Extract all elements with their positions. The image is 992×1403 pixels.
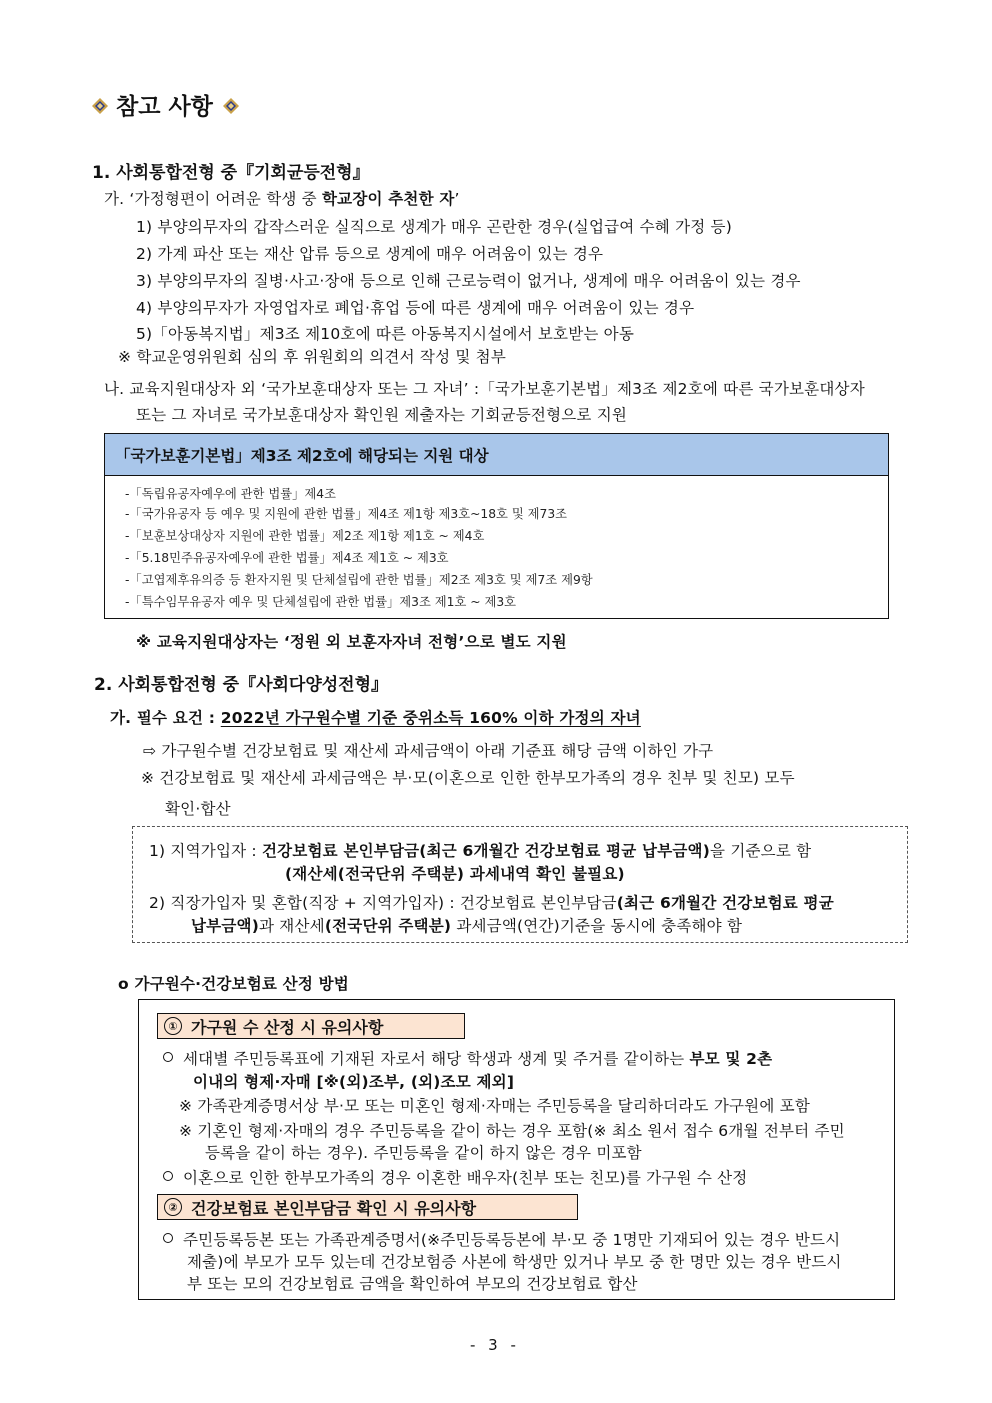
criteria-row-2-cont [191, 914, 742, 936]
list-item: -「국가유공자 등 예우 및 지원에 관한 법률」제4조 제1항 제3호~18호 및 제73조 [125, 507, 568, 521]
criteria-row-1 [149, 839, 811, 861]
page-title [92, 88, 237, 121]
circle-bullet-icon [163, 1233, 173, 1243]
circled-number: ② [164, 1198, 182, 1216]
bullet-item-cont: 이내의 형제·자매 [※(외)조부, (외)조모 제외] [193, 1073, 515, 1091]
circle-bullet-icon [163, 1171, 173, 1181]
required-condition [110, 706, 641, 728]
circle-bullet-icon [163, 1052, 173, 1062]
text: 과 재산세 [258, 917, 325, 935]
note: ※ 학교운영위원회 심의 후 위원회의 의견서 작성 및 첨부 [118, 348, 507, 366]
text: 가. ‘가정형편이 어려운 학생 중 [104, 190, 322, 208]
bullet-item [163, 1166, 747, 1188]
section1-item-a [104, 187, 460, 209]
list-item: -「독립유공자예우에 관한 법률」제4조 [125, 487, 336, 501]
list-item: -「특수임무유공자 예우 및 단체설립에 관한 법률」제3조 제1호 ~ 제3호 [125, 595, 517, 609]
text: 과세금액(연간)기준을 동시에 충족해야 함 [451, 917, 743, 935]
text: 이혼으로 인한 한부모가족의 경우 이혼한 배우자(친부 또는 친모)를 가구원 수 산정 [183, 1169, 748, 1187]
title-text: 참고 사항 [116, 94, 213, 120]
section1-heading: 1. 사회통합전형 중『기회균등전형』 [92, 163, 370, 183]
text-underlined: 2022년 가구원수별 기준 중위소득 160% 이하 가정의 자녀 [220, 709, 641, 727]
note: ※ 교육지원대상자는 ‘정원 외 보훈자자녀 전형’으로 별도 지원 [136, 633, 567, 651]
note: ※ 건강보험료 및 재산세 과세금액은 부·모(이혼으로 인한 한부모가족의 경우 친부 및 친모) 모두 [141, 769, 795, 787]
arrow-line: ⇨ 가구원수별 건강보험료 및 재산세 과세금액이 아래 기준표 해당 금액 이하인 가구 [143, 742, 714, 760]
section2-heading: 2. 사회통합전형 중『사회다양성전형』 [94, 675, 389, 695]
note-cont: 등록을 같이 하는 경우). 주민등록을 같이 하지 않은 경우 미포함 [205, 1144, 642, 1162]
list-item: -「5.18민주유공자예우에 관한 법률」제4조 제1호 ~ 제3호 [125, 551, 449, 565]
bullet-item [163, 1047, 772, 1069]
note: ※ 기혼인 형제·자매의 경우 주민등록을 같이 하는 경우 포함(※ 최소 원서 접수 6개월 전부터 주민 [179, 1122, 845, 1140]
list-item: 2) 가계 파산 또는 재산 압류 등으로 생계에 매우 어려움이 있는 경우 [136, 245, 604, 263]
page-number: - 3 - [470, 1336, 520, 1354]
section1-item-b-cont: 또는 그 자녀로 국가보훈대상자 확인원 제출자는 기회균등전형으로 지원 [136, 406, 628, 424]
text-bold: (최근 6개월간 건강보험료 평균 [616, 894, 834, 912]
support-target-box [104, 433, 889, 619]
text: 주민등록등본 또는 가족관계증명서(※주민등록등본에 부·모 중 1명만 기재되어 있는 경우 반드시 [183, 1231, 841, 1249]
text: 2) 직장가입자 및 혼합(직장 + 지역가입자) : 건강보험료 본인부담금 [149, 894, 617, 912]
note: ※ 가족관계증명서상 부·모 또는 미혼인 형제·자매는 주민등록을 달리하더라도 가구원에 포함 [179, 1097, 810, 1115]
text: 가. 필수 요건 : [110, 709, 221, 727]
text-bold: 납부금액) [191, 917, 259, 935]
insurance-check-label [157, 1194, 578, 1220]
household-count-label [157, 1013, 465, 1039]
text-bold: (전국단위 주택분) [324, 917, 452, 935]
section1-item-b: 나. 교육지원대상자 외 ‘국가보훈대상자 또는 그 자녀’ :「국가보훈기본법」제3조 제2호에 따른 국가보훈대상자 [104, 380, 865, 398]
diamond-icon [223, 98, 237, 112]
circled-number: ① [164, 1017, 182, 1035]
criteria-row-2 [149, 891, 834, 913]
text: ’ [454, 190, 460, 208]
list-item: -「보훈보상대상자 지원에 관한 법률」제2조 제1항 제1호 ~ 제4호 [125, 529, 485, 543]
criteria-row-1-cont: (재산세(전국단위 주택분) 과세내역 확인 불필요) [285, 865, 625, 883]
text: 을 기준으로 함 [710, 842, 812, 860]
list-item: -「고엽제후유의증 등 환자지원 및 단체설립에 관한 법률」제2조 제3호 및 제7조 제9항 [125, 573, 593, 587]
list-item: 3) 부양의무자의 질병·사고·장애 등으로 인해 근로능력이 없거나, 생계에 매우 어려움이 있는 경우 [136, 272, 801, 290]
text: 세대별 주민등록표에 기재된 자로서 해당 학생과 생계 및 주거를 같이하는 [183, 1050, 690, 1068]
text-bold: 학교장이 추천한 자 [321, 190, 455, 208]
method-title: o 가구원수·건강보험료 산정 방법 [118, 975, 349, 993]
subscriber-criteria-box [132, 826, 908, 943]
text-bold: 부모 및 2촌 [689, 1050, 773, 1068]
method-box [138, 999, 895, 1300]
note-cont: 확인·합산 [165, 800, 231, 818]
list-item: 4) 부양의무자가 자영업자로 폐업·휴업 등에 따른 생계에 매우 어려움이 있는 경우 [136, 299, 695, 317]
bullet-item-cont: 부 또는 모의 건강보험료 금액을 확인하여 부모의 건강보험료 합산 [187, 1275, 638, 1293]
text-bold: 건강보험료 본인부담금(최근 6개월간 건강보험료 평균 납부금액) [261, 842, 711, 860]
bullet-item-cont: 제출)에 부모가 모두 있는데 건강보험증 사본에 학생만 있거나 부모 중 한 명만 있는 경우 반드시 [187, 1253, 842, 1271]
text: 1) 지역가입자 : [149, 842, 262, 860]
label-text: 가구원 수 산정 시 유의사항 [191, 1017, 384, 1037]
label-text: 건강보험료 본인부담금 확인 시 유의사항 [191, 1198, 477, 1218]
diamond-icon [92, 98, 106, 112]
list-item: 1) 부양의무자의 갑작스러운 실직으로 생계가 매우 곤란한 경우(실업급여 수혜 가정 등) [136, 218, 732, 236]
support-target-header: 「국가보훈기본법」제3조 제2호에 해당되는 지원 대상 [105, 434, 888, 476]
list-item: 5)「아동복지법」제3조 제10호에 따른 아동복지시설에서 보호받는 아동 [136, 325, 635, 343]
bullet-item [163, 1228, 840, 1250]
